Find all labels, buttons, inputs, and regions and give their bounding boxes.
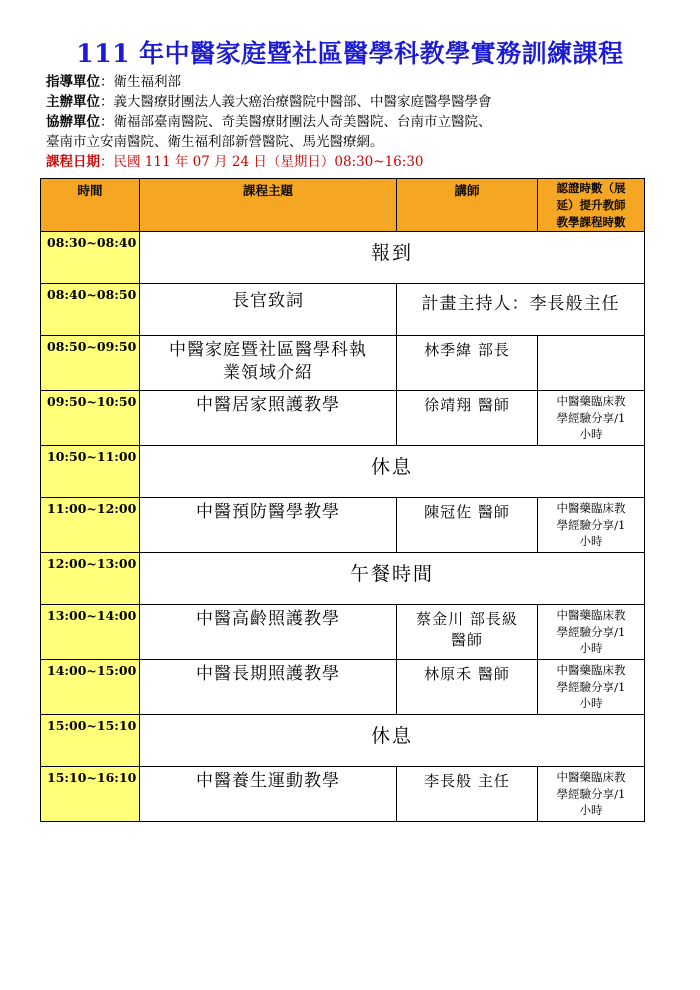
span-cell: 休息 (140, 715, 645, 767)
coorganizer-row (46, 112, 492, 132)
schedule-table (40, 178, 645, 822)
time-cell: 08:30~08:40 (41, 232, 140, 284)
hours-cell: 中醫藥臨床教 學經驗分享/1 小時 (538, 767, 645, 822)
time-cell: 12:00~13:00 (41, 553, 140, 605)
header-time: 時間 (41, 179, 140, 232)
date-value: ：民國 111 年 07 月 24 日（星期日）08:30~16:30 (100, 154, 424, 170)
coorganizer-value-line1: ：衛福部臺南醫院、奇美醫療財團法人奇美醫院、台南市立醫院、 (100, 114, 492, 130)
date-label: 課程日期 (46, 154, 100, 170)
table-row (41, 498, 645, 553)
time-cell: 10:50~11:00 (41, 446, 140, 498)
time-cell: 15:00~15:10 (41, 715, 140, 767)
hours-cell: 中醫藥臨床教 學經驗分享/1 小時 (538, 605, 645, 660)
topic-cell: 中醫養生運動教學 (140, 767, 397, 822)
guidance-row (46, 72, 492, 92)
span-cell: 報到 (140, 232, 645, 284)
course-info (46, 72, 492, 172)
header-cert-hours: 認證時數（展 延）提升教師 教學課程時數 (538, 179, 645, 232)
hours-cell: 中醫藥臨床教 學經驗分享/1 小時 (538, 498, 645, 553)
guidance-value: ：衛生福利部 (100, 74, 181, 90)
time-cell: 08:50~09:50 (41, 336, 140, 391)
instructor-cell: 林季緯 部長 (397, 336, 538, 391)
table-header-row (41, 179, 645, 232)
coorganizer-value-line2: 臺南市立安南醫院、衛生福利部新營醫院、馬光醫療網。 (46, 134, 384, 150)
coorganizer-label: 協辦單位 (46, 114, 100, 130)
table-row (41, 336, 645, 391)
table-row (41, 284, 645, 336)
span-cell: 午餐時間 (140, 553, 645, 605)
topic-cell: 中醫居家照護教學 (140, 391, 397, 446)
hours-cell (538, 336, 645, 391)
table-row (41, 715, 645, 767)
page-title: 111 年中醫家庭暨社區醫學科教學實務訓練課程 (76, 39, 624, 68)
table-row (41, 391, 645, 446)
host-row (46, 92, 492, 112)
table-row (41, 605, 645, 660)
guidance-label: 指導單位 (46, 74, 100, 90)
coorganizer-row-continued (46, 132, 492, 152)
topic-cell: 中醫家庭暨社區醫學科執 業領域介紹 (140, 336, 397, 391)
span-cell: 休息 (140, 446, 645, 498)
instructor-cell: 林原禾 醫師 (397, 660, 538, 715)
time-cell: 13:00~14:00 (41, 605, 140, 660)
instructor-cell: 計畫主持人：李長般主任 (397, 284, 645, 336)
time-cell: 08:40~08:50 (41, 284, 140, 336)
topic-cell: 中醫預防醫學教學 (140, 498, 397, 553)
table-row (41, 446, 645, 498)
topic-cell: 中醫高齡照護教學 (140, 605, 397, 660)
host-value: ：義大醫療財團法人義大癌治療醫院中醫部、中醫家庭醫學醫學會 (100, 94, 492, 110)
instructor-cell: 陳冠佐 醫師 (397, 498, 538, 553)
topic-cell: 中醫長期照護教學 (140, 660, 397, 715)
hours-cell: 中醫藥臨床教 學經驗分享/1 小時 (538, 391, 645, 446)
date-row (46, 152, 492, 172)
time-cell: 14:00~15:00 (41, 660, 140, 715)
header-instructor: 講師 (397, 179, 538, 232)
time-cell: 15:10~16:10 (41, 767, 140, 822)
time-cell: 09:50~10:50 (41, 391, 140, 446)
topic-cell: 長官致詞 (140, 284, 397, 336)
time-cell: 11:00~12:00 (41, 498, 140, 553)
table-row (41, 660, 645, 715)
instructor-cell: 李長般 主任 (397, 767, 538, 822)
host-label: 主辦單位 (46, 94, 100, 110)
hours-cell: 中醫藥臨床教 學經驗分享/1 小時 (538, 660, 645, 715)
instructor-cell: 蔡金川 部長級 醫師 (397, 605, 538, 660)
instructor-cell: 徐靖翔 醫師 (397, 391, 538, 446)
table-row (41, 767, 645, 822)
table-row (41, 553, 645, 605)
table-row (41, 232, 645, 284)
header-topic: 課程主題 (140, 179, 397, 232)
